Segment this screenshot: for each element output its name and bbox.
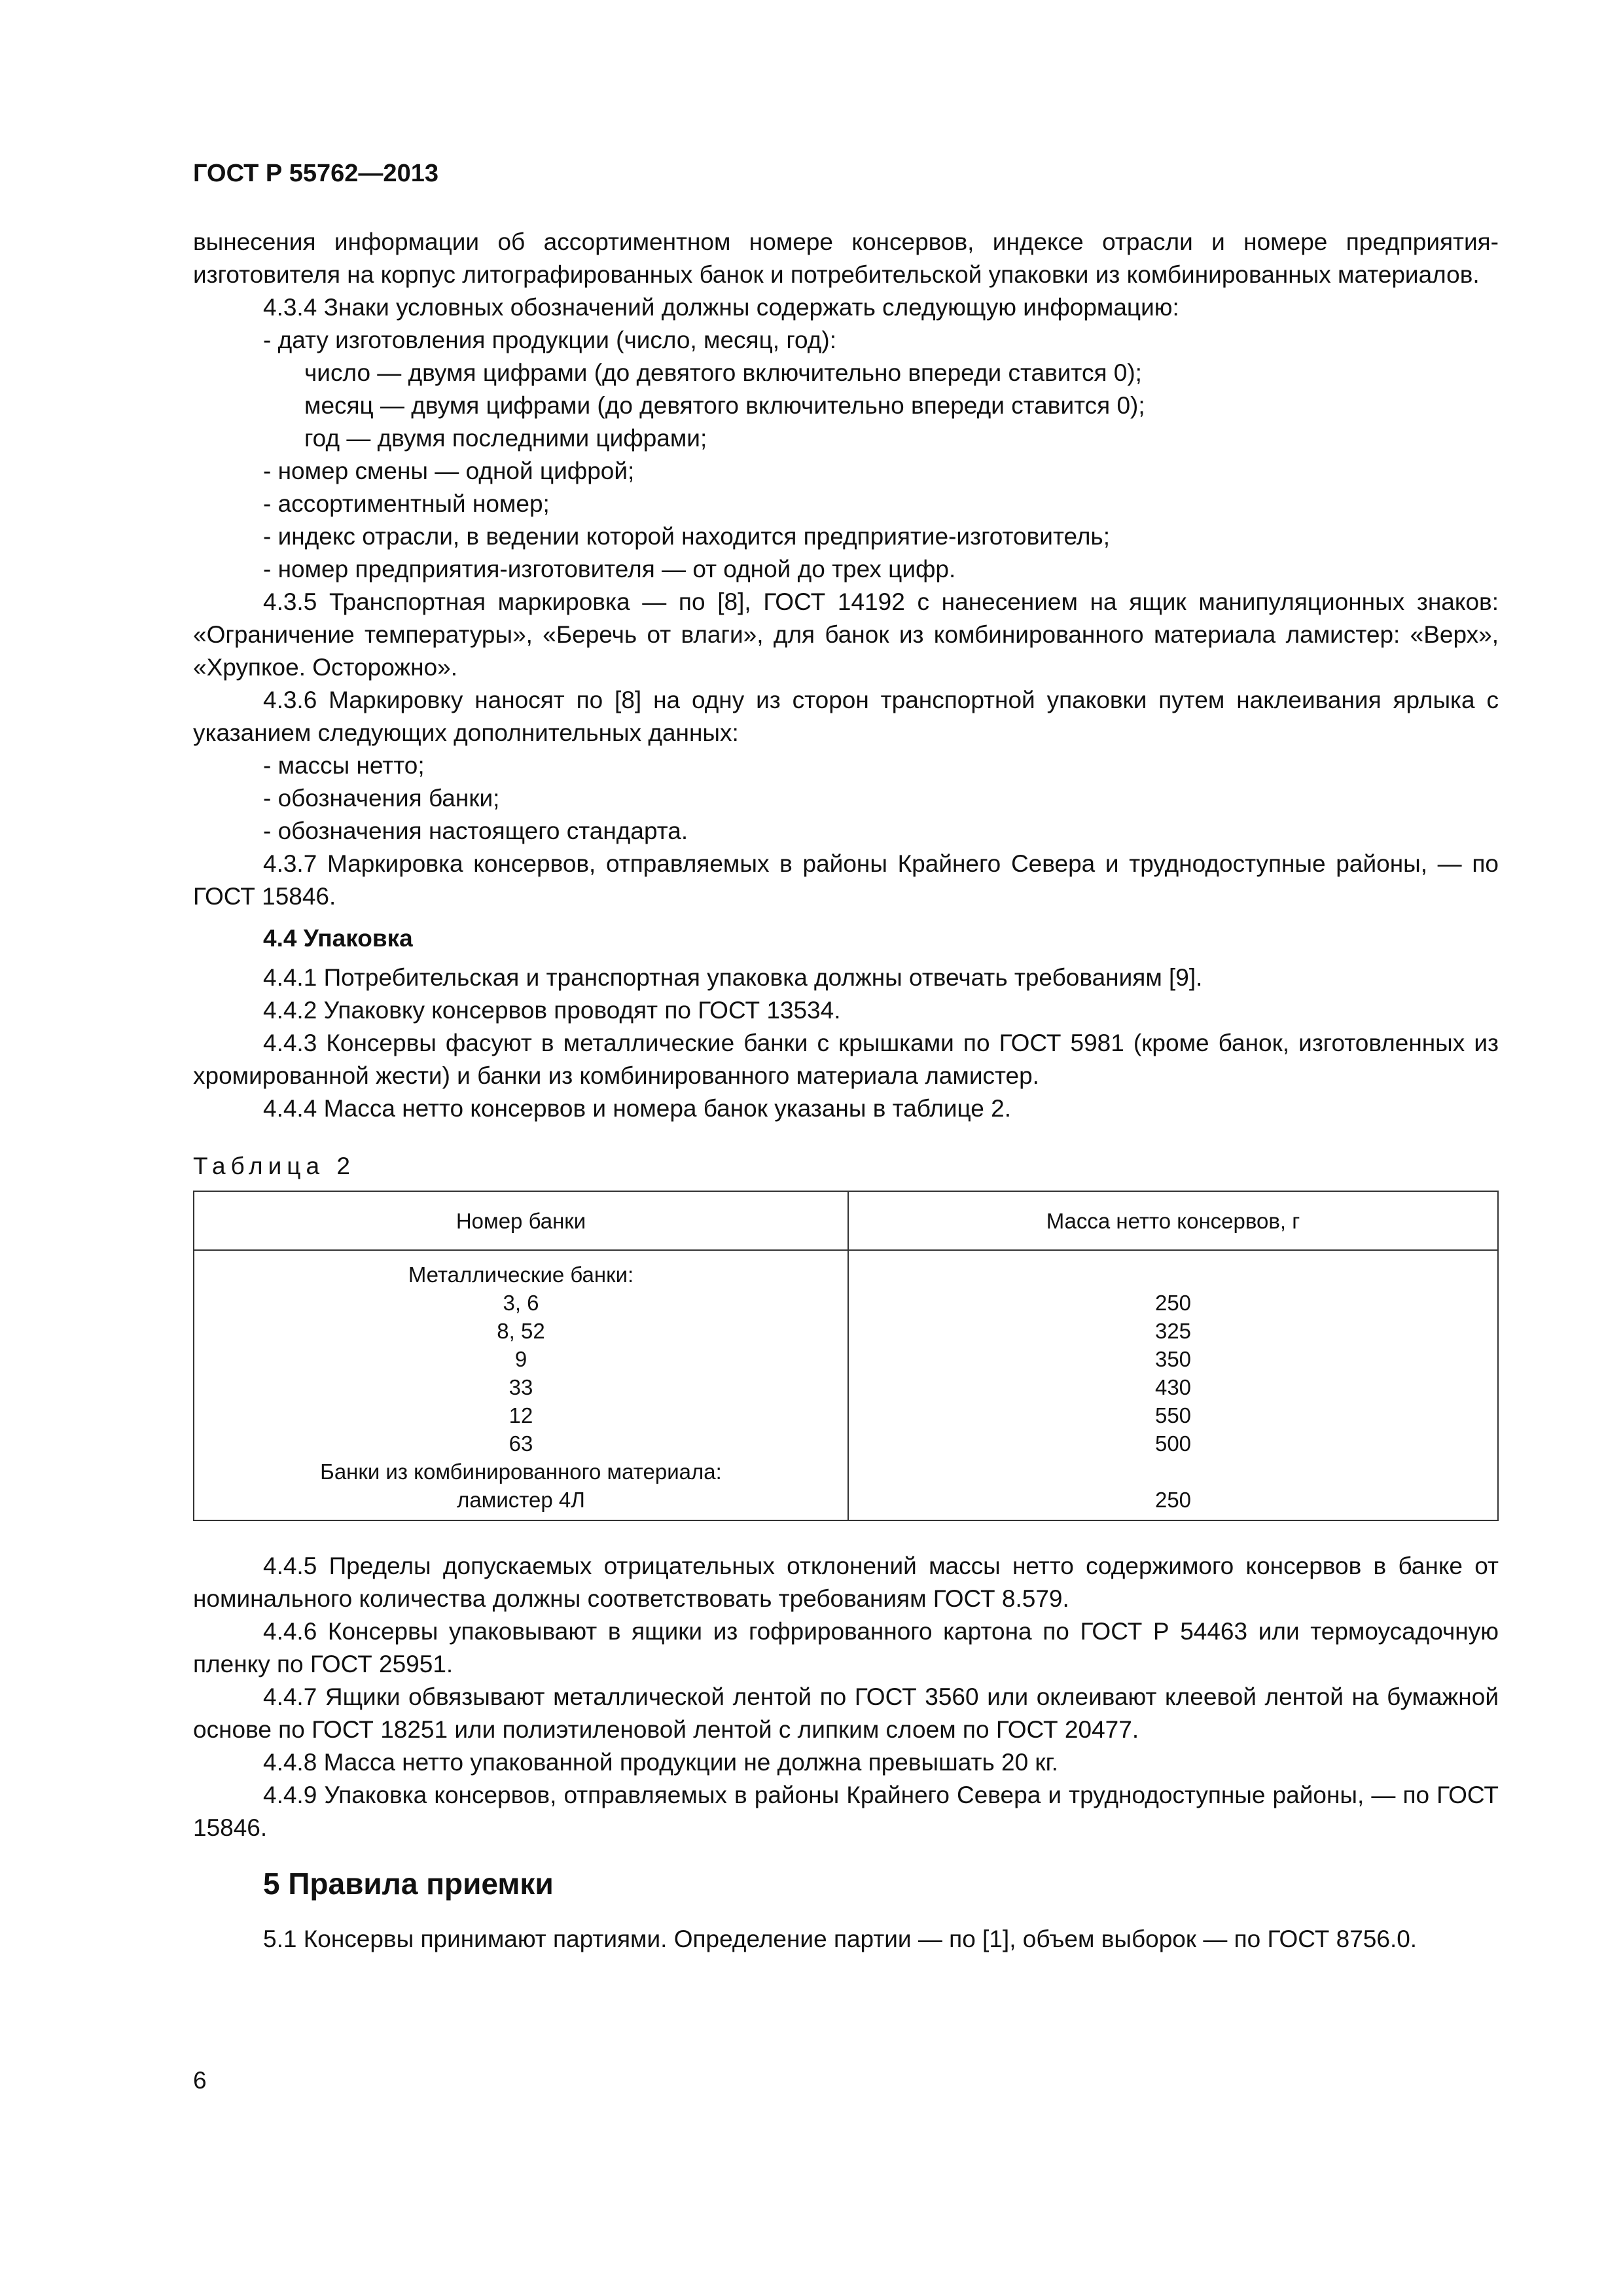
list-item: - номер предприятия-изготовителя — от одной до трех цифр. — [263, 556, 956, 583]
list-item: - обозначения настоящего стандарта. — [263, 817, 688, 844]
list-item: - ассортиментный номер; — [263, 490, 550, 517]
list-item: - дату изготовления продукции (число, месяц, год): — [263, 327, 836, 353]
clause-4-4-5: 4.4.5 Пределы допускаемых отрицательных отклонений массы нетто содержимого консервов в банке от номинального количества должны соответствовать требованиям ГОСТ 8.579. — [193, 1552, 1499, 1612]
clause-4-4-9: 4.4.9 Упаковка консервов, отправляемых в районы Крайнего Севера и труднодоступные районы, — по ГОСТ 15846. — [193, 1782, 1499, 1841]
clause-4-4-3: 4.4.3 Консервы фасуют в металлические банки с крышками по ГОСТ 5981 (кроме банок, изготовленных из хромированной жести) и банки из комбинированного материала ламистер. — [193, 1030, 1499, 1089]
table-cell: 550 — [848, 1401, 1498, 1429]
table-row — [194, 1345, 1498, 1373]
table-cell: ламистер 4Л — [194, 1486, 848, 1520]
table-cell: 63 — [194, 1429, 848, 1458]
table-cell: 3, 6 — [194, 1289, 848, 1317]
sub-list-item: месяц — двумя цифрами (до девятого включительно впереди ставится 0); — [304, 392, 1145, 419]
table-cell — [848, 1250, 1498, 1289]
table-cell: 9 — [194, 1345, 848, 1373]
table-cell: 430 — [848, 1373, 1498, 1401]
clause-4-4-8: 4.4.8 Масса нетто упакованной продукции не должна превышать 20 кг. — [263, 1749, 1058, 1776]
table-row — [194, 1289, 1498, 1317]
document-header: ГОСТ Р 55762—2013 — [193, 160, 438, 187]
paragraph: вынесения информации об ассортиментном номере консервов, индексе отрасли и номере предприятия-изготовителя на корпус литографированных банок и потребительской упаковки из комбинированных материалов. — [193, 228, 1499, 288]
clause-4-4-1: 4.4.1 Потребительская и транспортная упаковка должны отвечать требованиям [9]. — [263, 964, 1203, 991]
table-row — [194, 1373, 1498, 1401]
list-item: - массы нетто; — [263, 752, 425, 779]
sub-list-item: год — двумя последними цифрами; — [304, 425, 707, 452]
list-item: - индекс отрасли, в ведении которой находится предприятие-изготовитель; — [263, 523, 1110, 550]
clause-4-3-6: 4.3.6 Маркировку наносят по [8] на одну из сторон транспортной упаковки путем наклеивания ярлыка с указанием следующих дополнительных данных: — [193, 687, 1499, 746]
table-cell: Банки из комбинированного материала: — [194, 1458, 848, 1486]
table-cell: 250 — [848, 1486, 1498, 1520]
list-item: - номер смены — одной цифрой; — [263, 457, 635, 484]
clause-4-4-4: 4.4.4 Масса нетто консервов и номера банок указаны в таблице 2. — [263, 1095, 1012, 1122]
column-header: Номер банки — [194, 1191, 848, 1250]
table-row — [194, 1458, 1498, 1486]
table-2 — [193, 1191, 1499, 1521]
table-cell — [848, 1458, 1498, 1486]
table-cell: 325 — [848, 1317, 1498, 1345]
clause-4-4-7: 4.4.7 Ящики обвязывают металлической лентой по ГОСТ 3560 или оклеивают клеевой лентой на бумажной основе по ГОСТ 18251 или полиэтиленовой лентой с липким слоем по ГОСТ 20477. — [193, 1683, 1499, 1743]
table-cell: 33 — [194, 1373, 848, 1401]
table-header-row — [194, 1191, 1498, 1250]
list-item: - обозначения банки; — [263, 785, 500, 812]
table-caption: Таблица 2 — [193, 1153, 355, 1179]
table-cell: 350 — [848, 1345, 1498, 1373]
table-cell: 500 — [848, 1429, 1498, 1458]
section-heading: 5 Правила приемки — [263, 1867, 554, 1901]
table-cell: 12 — [194, 1401, 848, 1429]
page-number: 6 — [193, 2067, 207, 2094]
table-cell: 250 — [848, 1289, 1498, 1317]
clause-4-3-4: 4.3.4 Знаки условных обозначений должны содержать следующую информацию: — [263, 294, 1179, 321]
table-row — [194, 1250, 1498, 1289]
document-body — [193, 226, 1499, 1956]
table-row — [194, 1486, 1498, 1520]
clause-4-4-6: 4.4.6 Консервы упаковывают в ящики из гофрированного картона по ГОСТ Р 54463 или термоусадочную пленку по ГОСТ 25951. — [193, 1618, 1499, 1677]
table-row — [194, 1429, 1498, 1458]
clause-4-4-2: 4.4.2 Упаковку консервов проводят по ГОСТ 13534. — [263, 997, 841, 1024]
sub-list-item: число — двумя цифрами (до девятого включительно впереди ставится 0); — [304, 359, 1142, 386]
clause-4-3-7: 4.3.7 Маркировка консервов, отправляемых в районы Крайнего Севера и труднодоступные районы, — по ГОСТ 15846. — [193, 850, 1499, 910]
table-cell: 8, 52 — [194, 1317, 848, 1345]
subsection-heading: 4.4 Упаковка — [263, 925, 413, 952]
table-row — [194, 1317, 1498, 1345]
clause-5-1: 5.1 Консервы принимают партиями. Определение партии — по [1], объем выборок — по ГОСТ 8756.0. — [263, 1926, 1418, 1952]
table-cell: Металлические банки: — [194, 1250, 848, 1289]
column-header: Масса нетто консервов, г — [848, 1191, 1498, 1250]
table-row — [194, 1401, 1498, 1429]
clause-4-3-5: 4.3.5 Транспортная маркировка — по [8], ГОСТ 14192 с нанесением на ящик манипуляционных знаков: «Ограничение температуры», «Беречь от влаги», для банок из комбинированного материала ламистер: «Верх», «Хрупкое. Осторожно». — [193, 588, 1499, 681]
